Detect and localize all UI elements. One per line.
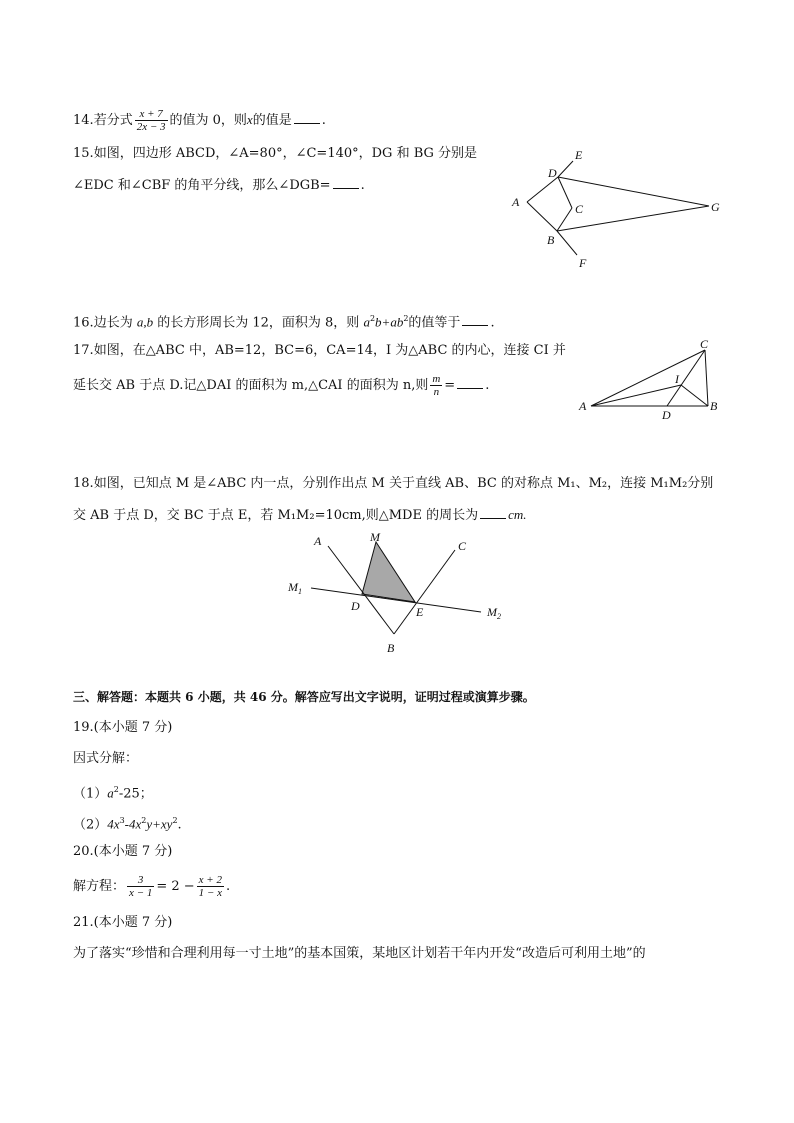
q17-edge-cd bbox=[667, 350, 705, 406]
q19-part1 bbox=[73, 781, 153, 803]
q20-header: 20.(本小题 7 分) bbox=[73, 844, 173, 859]
q20-fraction-2 bbox=[197, 874, 224, 899]
q20-frac1-num: 3 bbox=[137, 874, 144, 886]
q15-edge-dc bbox=[558, 177, 572, 208]
q17-fraction bbox=[430, 373, 442, 398]
q17-answer-blank bbox=[457, 376, 483, 389]
question-16 bbox=[73, 310, 495, 332]
q15-edge-ad bbox=[527, 177, 558, 202]
q20-prompt: 解方程： bbox=[73, 879, 126, 894]
q19-part2-sup1: 3 bbox=[119, 816, 125, 825]
q15-label-f: F bbox=[579, 256, 587, 270]
q15-number: 15. bbox=[73, 146, 94, 161]
q16-text-b: 的长方形周长为 12，面积为 8，则 bbox=[157, 315, 360, 331]
q16-text-a: 边长为 bbox=[93, 315, 133, 331]
q19-part2-sup3: 2 bbox=[172, 816, 178, 825]
q19-prompt: 因式分解： bbox=[73, 751, 139, 766]
q17-label-a: A bbox=[579, 399, 587, 413]
q20-frac2-den: 1 − x bbox=[198, 887, 222, 899]
q16-end: . bbox=[490, 315, 495, 331]
q14-answer-blank bbox=[294, 111, 320, 124]
q19-part2-label: （2） bbox=[73, 817, 108, 833]
q15-label-g: G bbox=[711, 200, 720, 214]
q15-edge-bf bbox=[557, 231, 577, 255]
q18-unit: cm. bbox=[508, 507, 527, 522]
q17-edge-bc bbox=[705, 350, 708, 406]
q20-fraction-1 bbox=[127, 874, 154, 899]
q14-text-mid: 的值为 0，则 bbox=[169, 113, 247, 128]
q14-number: 14. bbox=[73, 113, 94, 128]
q17-edge-ai bbox=[591, 385, 681, 406]
q14-text-pre: 若分式 bbox=[93, 113, 133, 128]
question-15-line1 bbox=[73, 145, 477, 163]
q18-label-a: A bbox=[314, 534, 322, 548]
q20-mid: = 2 − bbox=[156, 879, 195, 894]
q18-answer-blank bbox=[480, 506, 506, 519]
q15-label-d: D bbox=[548, 166, 557, 180]
q19-part1-label: （1） bbox=[73, 786, 108, 802]
q14-frac-num: x + 7 bbox=[139, 108, 163, 120]
q15-figure bbox=[505, 145, 730, 270]
q17-text-line1: 如图，在△ABC 中，AB=12，BC=6，CA=14，I 为△ABC 的内心，连接 CI 并 bbox=[93, 343, 566, 358]
q17-end: . bbox=[485, 378, 490, 393]
q16-number: 16. bbox=[73, 315, 94, 331]
q16-expr-a: a bbox=[363, 314, 370, 330]
q19-part2-b: -4x bbox=[124, 816, 142, 832]
section-3-heading: 三、解答题：本题共 6 小题，共 46 分。解答应写出文字说明，证明过程或演算步骤。 bbox=[73, 690, 535, 704]
q15-edge-cb bbox=[557, 208, 572, 231]
q18-label-m1-sub: 1 bbox=[298, 587, 302, 596]
q14-frac-den: 2x − 3 bbox=[136, 121, 166, 133]
q18-label-b: B bbox=[387, 641, 395, 655]
q17-label-b: B bbox=[710, 399, 718, 413]
q18-label-m2 bbox=[486, 605, 501, 621]
q16-sup1: 2 bbox=[369, 314, 376, 323]
q15-end: . bbox=[360, 178, 365, 193]
q16-text-c: 的值等于 bbox=[408, 315, 461, 331]
q17-label-i: I bbox=[675, 372, 679, 386]
q18-figure bbox=[285, 530, 520, 660]
q18-triangle-mde bbox=[362, 542, 415, 602]
q18-label-m2-sub: 2 bbox=[497, 612, 501, 621]
q18-label-d: D bbox=[351, 599, 360, 613]
question-18-line1 bbox=[73, 475, 713, 493]
q19-part1-rest: -25； bbox=[118, 786, 153, 802]
q19-part2-end: . bbox=[177, 817, 182, 833]
q17-edge-ca bbox=[591, 350, 705, 406]
q18-label-c: C bbox=[458, 539, 467, 553]
q19-part1-var: a bbox=[107, 785, 114, 801]
q19-part2 bbox=[73, 812, 182, 834]
q20-frac1-den: x − 1 bbox=[129, 887, 153, 899]
q14-text-post: 的值是 bbox=[252, 113, 292, 128]
q18-label-m1 bbox=[287, 580, 302, 596]
q15-label-c: C bbox=[575, 202, 584, 216]
question-17-line2 bbox=[73, 373, 489, 398]
q18-label-m1-main: M bbox=[288, 580, 298, 594]
question-17-line1 bbox=[73, 342, 566, 360]
q21-header: 21.(本小题 7 分) bbox=[73, 915, 173, 930]
q19-part2-sup2: 2 bbox=[141, 816, 147, 825]
q19-part2-c: y+xy bbox=[146, 816, 173, 832]
q17-frac-den: n bbox=[430, 385, 442, 398]
q15-answer-blank bbox=[333, 176, 359, 189]
q18-label-e: E bbox=[416, 605, 424, 619]
q17-edge-ib bbox=[681, 385, 708, 406]
q17-label-c: C bbox=[700, 338, 709, 351]
q15-text-line2: ∠EDC 和∠CBF 的角平分线，那么∠DGB= bbox=[73, 178, 331, 193]
q15-edge-de bbox=[558, 161, 573, 177]
q16-vars: a,b bbox=[136, 314, 154, 330]
q15-label-e: E bbox=[575, 148, 583, 162]
question-14 bbox=[73, 108, 326, 133]
q15-edge-ab bbox=[527, 202, 557, 231]
q18-label-m2-main: M bbox=[487, 605, 497, 619]
q19-part2-a: 4x bbox=[107, 816, 120, 832]
q19-part1-sup: 2 bbox=[113, 785, 119, 794]
q15-label-a: A bbox=[512, 195, 520, 209]
q16-sup2: 2 bbox=[403, 314, 409, 323]
q20-frac2-num: x + 2 bbox=[198, 874, 222, 886]
q14-fraction bbox=[135, 108, 168, 133]
q20-equation bbox=[73, 874, 230, 899]
q18-number: 18. bbox=[73, 476, 94, 491]
q17-figure bbox=[575, 338, 725, 423]
q14-end: . bbox=[321, 113, 326, 128]
q15-label-b: B bbox=[547, 233, 555, 247]
q21-text: 为了落实“珍惜和合理利用每一寸土地”的基本国策，某地区计划若干年内开发“改造后可利用土地”的 bbox=[73, 946, 646, 961]
q17-frac-num: m bbox=[432, 373, 441, 385]
question-15-line2 bbox=[73, 176, 365, 195]
q14-variable: x bbox=[246, 112, 253, 127]
q15-text-line1: 如图，四边形 ABCD，∠A=80°，∠C=140°，DG 和 BG 分别是 bbox=[93, 146, 478, 161]
q16-answer-blank bbox=[462, 313, 488, 326]
q17-number: 17. bbox=[73, 343, 94, 358]
q18-text-line2: 交 AB 于点 D，交 BC 于点 E，若 M₁M₂=10cm,则△MDE 的周长为 bbox=[73, 508, 479, 523]
q18-text-line1: 如图，已知点 M 是∠ABC 内一点，分别作出点 M 关于直线 AB、BC 的对称点 M₁、M₂，连接 M₁M₂分别 bbox=[93, 476, 714, 491]
q17-label-d: D bbox=[662, 408, 671, 422]
q17-equals: = bbox=[444, 378, 456, 393]
q17-text-line2: 延长交 AB 于点 D.记△DAI 的面积为 m,△CAI 的面积为 n,则 bbox=[73, 378, 429, 393]
q20-end: . bbox=[225, 879, 231, 894]
q16-expr-b: b+ab bbox=[375, 314, 404, 330]
q19-header: 19.(本小题 7 分) bbox=[73, 720, 173, 735]
q18-label-m: M bbox=[370, 530, 380, 544]
question-18-line2 bbox=[73, 506, 527, 525]
